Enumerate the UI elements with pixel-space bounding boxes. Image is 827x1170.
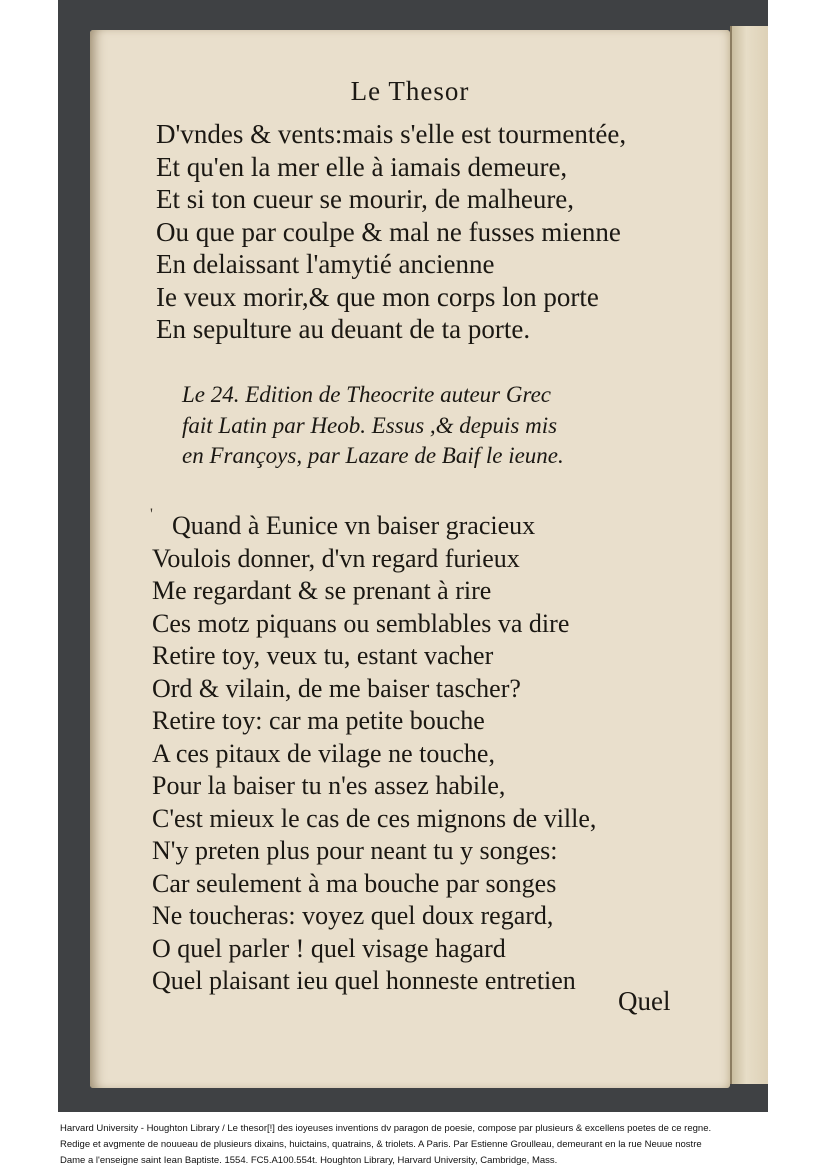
verse-line: Voulois donner, d'vn regard furieux: [152, 543, 520, 573]
library-caption: [60, 1121, 772, 1169]
verse-line: Ord & vilain, de me baiser tascher?: [152, 673, 521, 703]
verse-line: O quel parler ! quel visage hagard: [152, 933, 506, 963]
printer-mark: ': [150, 506, 153, 523]
verse-line: Et qu'en la mer elle à iamais demeure,: [156, 151, 568, 182]
book-page: [90, 30, 730, 1088]
verse-line: Quand à Eunice vn baiser gracieux: [172, 511, 536, 540]
scan-background: [58, 0, 768, 1112]
facing-page-edge: [730, 26, 768, 1084]
verse-line: Ces motz piquans ou semblables va dire: [152, 608, 570, 638]
verse-line: Quel plaisant ieu quel honneste entretien: [152, 966, 576, 995]
caption-line: Redige et avgmente de nouueau de plusieurs dixains, huictains, quatrains, & triolets. A Paris. Par Estienne Groulleau, demeurant en la rue Neuue nostre: [60, 1139, 702, 1150]
verse-line: Ou que par coulpe & mal ne fusses mienne: [156, 216, 621, 247]
verse-line: Ne toucheras: voyez quel doux regard,: [152, 901, 554, 930]
verse-line: N'y preten plus pour neant tu y songes:: [152, 836, 558, 865]
verse-line: Me regardant & se prenant à rire: [152, 576, 492, 605]
heading-line: fait Latin par Heob. Essus ,& depuis mis: [182, 412, 558, 438]
caption-line: Dame a l'enseigne saint Iean Baptiste. 1554. FC5.A100.554t. Houghton Library, Harvard University, Cambridge, Mass.: [60, 1155, 558, 1166]
verse-line: Car seulement à ma bouche par songes: [152, 868, 557, 898]
verse-line: En delaissant l'amytié ancienne: [156, 249, 495, 279]
verse-line: Retire toy: car ma petite bouche: [152, 706, 485, 735]
catchword: Quel: [618, 986, 671, 1016]
verse-line: Et si ton cueur se mourir, de malheure,: [156, 184, 575, 214]
heading-line: Le 24. Edition de Theocrite auteur Grec: [182, 382, 551, 407]
verse-line: A ces pitaux de vilage ne touche,: [152, 738, 495, 768]
verse-line: Retire toy, veux tu, estant vacher: [152, 641, 494, 670]
verse-line: En sepulture au deuant de ta porte.: [156, 314, 531, 344]
caption-line: Harvard University - Houghton Library / Le thesor[!] des ioyeuses inventions dv paragon de poesie, compose par plusieurs & excellens poetes de ce regne.: [60, 1123, 712, 1134]
poem-heading: [182, 380, 564, 472]
verse-line: C'est mieux le cas de ces mignons de ville,: [152, 803, 597, 833]
verse-block-1: [156, 118, 626, 346]
verse-line: Ie veux morir,& que mon corps lon porte: [156, 281, 599, 312]
running-head: Le Thesor: [350, 76, 470, 106]
verse-line: D'vndes & vents:mais s'elle est tourmentée,: [156, 119, 627, 149]
verse-line: Pour la baiser tu n'es assez habile,: [152, 771, 506, 800]
heading-line: en Françoys, par Lazare de Baif le ieune.: [182, 443, 564, 468]
verse-block-2: [152, 510, 596, 998]
